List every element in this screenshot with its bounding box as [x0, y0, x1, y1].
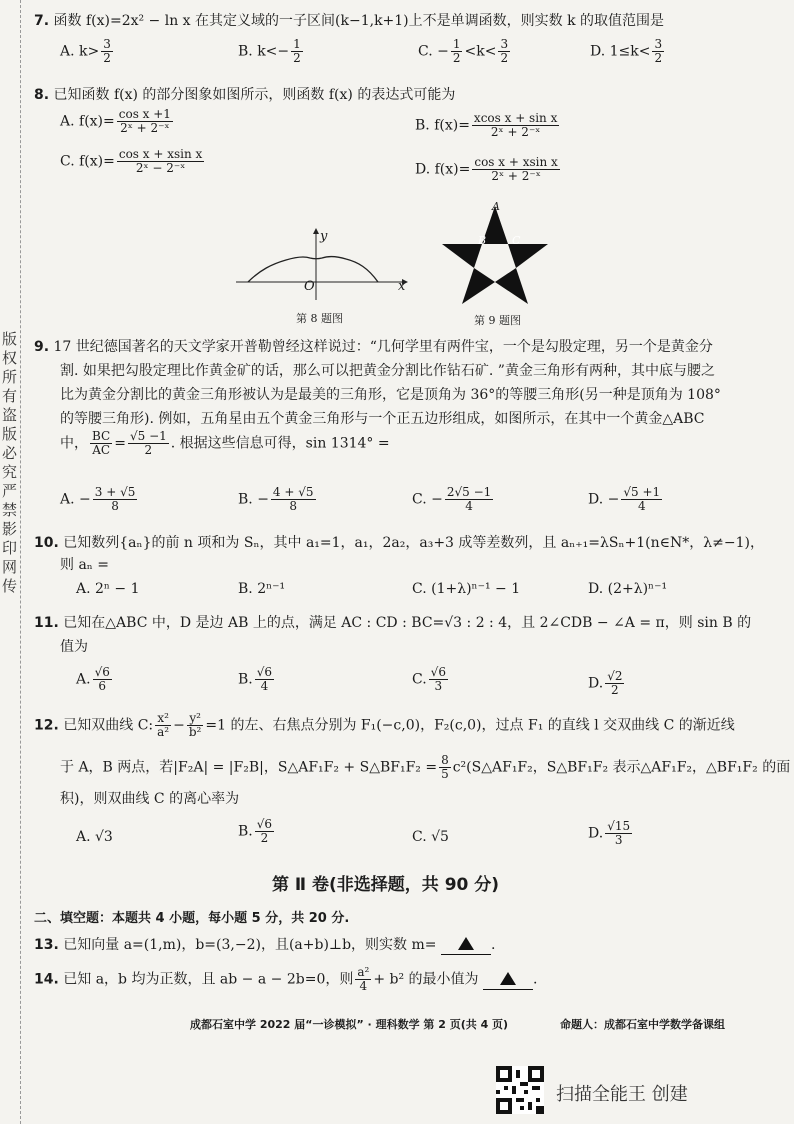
q13-answer-blank[interactable] — [441, 936, 491, 955]
question-11: 11. 已知在△ABC 中，D 是边 AB 上的点，满足 AC : CD : BC=√3 : 2 : 4，且 2∠CDB − ∠A = π，则 sin B 的 — [34, 615, 752, 631]
q9-line-4: 的等腰三角形). 例如，五角星由五个黄金三角形与一个正五边形组成，如图所示，在其中一个黄金△ABC — [60, 411, 705, 427]
q9-line-5: 中， $\frac{BC}{AC}$ = $\frac{√5 -1}{2}$ . 根据这些信息可得，sin 1314° = — [60, 429, 390, 457]
q12-line-3: 积)，则双曲线 C 的离心率为 — [60, 791, 240, 807]
q9-label-c: C — [512, 234, 521, 247]
q8-option-a: A. f(x)= $\frac{\text{cos x +1}}{\text{2ˣ + 2⁻ˣ}}$ — [60, 107, 171, 135]
q7-option-d: D. 1≤k< $\frac{3}{2}$ — [590, 37, 663, 65]
qr-code-icon — [496, 1066, 544, 1114]
q10-option-a: A. 2ⁿ − 1 — [76, 581, 140, 597]
section-2-header: 二、填空题：本题共 4 小题，每小题 5 分，共 20 分. — [34, 911, 350, 926]
q12-option-b: B. $\frac{√6}{2}$ — [238, 817, 273, 845]
q7-option-c: C. − $\frac{1}{2}$ <k< $\frac{3}{2}$ — [418, 37, 509, 65]
q12-line-2: 于 A，B 两点，若|F₂A| = |F₂B|，S△AF₁F₂ + S△BF₁F₂ = $\frac{8}{5}$ c²(S△AF₁F₂，S△BF₁F₂ 表示△AF₁F₂，△BF₁F₂ 的面 — [60, 753, 791, 781]
q10-option-c: C. (1+λ)ⁿ⁻¹ − 1 — [412, 581, 521, 597]
page-footer-info: 成都石室中学 2022 届“一诊模拟” · 理科数学 第 2 页(共 4 页) — [190, 1018, 509, 1031]
scanner-watermark: 扫描全能王 创建 — [556, 1084, 688, 1105]
q9-label-b: B — [478, 234, 487, 247]
q8-origin-label: O — [304, 279, 315, 294]
q9-option-d: D. − $\frac{√5 +1}{4}$ — [588, 485, 661, 513]
question-12: 12. 已知双曲线 C: $\frac{\text{x²}}{\text{a²}}$ − $\frac{\text{y²}}{\text{b²}}$ =1 的左、右焦点分别为 F₁(−c,0)，F₂(c,0)，过点 F₁ 的直线 l 交双曲线 C 的渐近线 — [34, 711, 735, 739]
q14-answer-blank[interactable] — [483, 971, 533, 990]
q8-figure-caption: 第 8 题图 — [296, 312, 343, 325]
q10-option-b: B. 2ⁿ⁻¹ — [238, 581, 286, 597]
q7-option-a: A. k> $\frac{3}{2}$ — [60, 37, 111, 65]
q9-option-a: A. − $\frac{3 + √5}{8}$ — [60, 485, 136, 513]
q10-stem-2: 则 aₙ = — [60, 557, 110, 573]
q8-option-b: B. f(x)= $\frac{\text{xcos x + sin x}}{\text{2ˣ + 2⁻ˣ}}$ — [415, 111, 558, 139]
question-14: 14. 已知 a，b 均为正数，且 ab − a − 2b=0，则 $\frac{\text{a²}}{4}$ + b² 的最小值为 . — [34, 965, 538, 993]
q12-option-c: C. √5 — [412, 829, 449, 845]
part-2-title: 第 Ⅱ 卷(非选择题，共 90 分) — [272, 875, 500, 895]
q12-option-d: D. $\frac{√15}{3}$ — [588, 819, 631, 847]
triangle-marker-icon — [458, 937, 474, 950]
q11-option-d: D. $\frac{√2}{2}$ — [588, 669, 623, 697]
question-10: 10. 已知数列{aₙ}的前 n 项和为 Sₙ，其中 a₁=1，a₁，2a₂，a₃+3 成等差数列，且 aₙ₊₁=λSₙ+1(n∈N*，λ≠−1)， — [34, 535, 764, 551]
copyright-side-note: 版权所有 盗版必究 严禁影印网传 — [2, 330, 18, 595]
question-7: 7. 函数 f(x)=2x² − ln x 在其定义域的一子区间(k−1,k+1)上不是单调函数，则实数 k 的取值范围是 — [34, 13, 665, 29]
q9-option-c: C. − $\frac{2√5 -1}{4}$ — [412, 485, 492, 513]
q9-label-a: A — [492, 200, 500, 213]
q10-option-d: D. (2+λ)ⁿ⁻¹ — [588, 581, 668, 597]
q9-line-3: 比为黄金分割比的黄金三角形被认为是最美的三角形，它是顶角为 36°的等腰三角形(另一种是顶角为 108° — [60, 387, 721, 403]
q9-line-2: 割. 如果把勾股定理比作黄金矿的话，那么可以把黄金分割比作钻石矿. ”黄金三角形有两种，其中底与腰之 — [60, 363, 715, 379]
q11-option-c: C. $\frac{√6}{3}$ — [412, 665, 446, 693]
q8-option-c: C. f(x)= $\frac{\text{cos x + xsin x}}{\text{2ˣ − 2⁻ˣ}}$ — [60, 147, 203, 175]
q8-axis-x-label: x — [398, 279, 406, 294]
q8-axis-y-label: y — [320, 229, 328, 244]
q11-stem-2: 值为 — [60, 639, 88, 655]
question-8: 8. 已知函数 f(x) 的部分图象如图所示，则函数 f(x) 的表达式可能为 — [34, 87, 456, 103]
q9-option-b: B. − $\frac{4 + √5}{8}$ — [238, 485, 314, 513]
q9-figure-caption: 第 9 题图 — [474, 314, 521, 327]
question-9: 9. 17 世纪德国著名的天文学家开普勒曾经这样说过：“几何学里有两件宝，一个是勾股定理，另一个是黄金分 — [34, 339, 713, 355]
binding-line — [20, 0, 22, 1124]
triangle-marker-icon — [500, 972, 516, 985]
question-13: 13. 已知向量 a=(1,m)，b=(3,−2)，且(a+b)⊥b，则实数 m= . — [34, 937, 496, 953]
q7-option-b: B. k<− $\frac{1}{2}$ — [238, 37, 301, 65]
q11-option-a: A. $\frac{√6}{6}$ — [76, 665, 110, 693]
q11-option-b: B. $\frac{√6}{4}$ — [238, 665, 273, 693]
q12-option-a: A. √3 — [76, 829, 113, 845]
q8-option-d: D. f(x)= $\frac{\text{cos x + xsin x}}{\text{2ˣ + 2⁻ˣ}}$ — [415, 155, 558, 183]
page-footer-author: 命题人：成都石室中学数学备课组 — [560, 1018, 725, 1031]
